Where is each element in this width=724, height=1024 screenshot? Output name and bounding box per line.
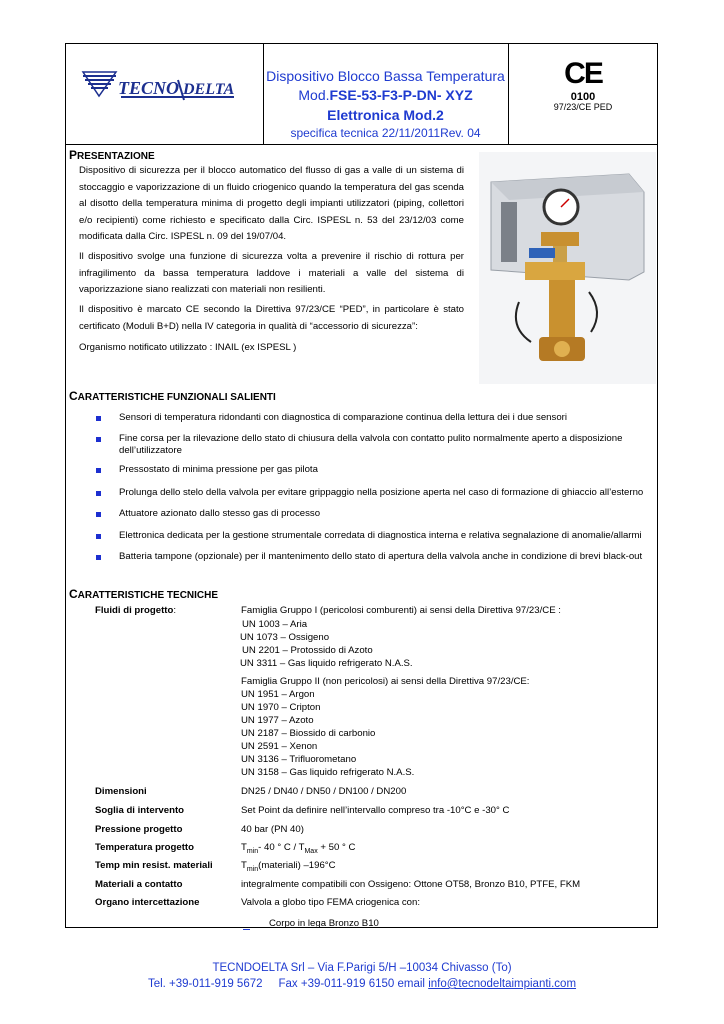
bullet-square-icon [96, 555, 101, 560]
gas-item: UN 1073 – Ossigeno [240, 632, 330, 643]
ce-mark-icon: CE [564, 57, 602, 90]
bullet-square-icon [96, 416, 101, 421]
gas-item: UN 1003 – Aria [242, 619, 308, 630]
gas-item: UN 1977 – Azoto [241, 715, 314, 726]
footer-contacts: Tel. +39-011-919 5672 Fax +39-011-919 6150 email info@tecnodeltaimpianti.com [147, 978, 577, 990]
logo-triangle-icon [83, 72, 116, 96]
email-link[interactable]: info@tecnodeltaimpianti.com [428, 978, 577, 990]
presentazione-paragraph-4: Organismo notificato utilizzato : INAIL (ex ISPESL ) [79, 342, 297, 353]
logo-wordmark-icon [118, 78, 235, 100]
section-title-funzionali: CARATTERISTICHE FUNZIONALI SALIENTI [69, 389, 276, 403]
group1-title: Famiglia Gruppo I (pericolosi comburenti) ai sensi della Direttiva 97/23/CE : [241, 605, 561, 616]
bullet-square-icon [96, 437, 101, 442]
gas-item: UN 2187 – Biossido di carbonio [241, 728, 376, 739]
gas-item: UN 2201 – Protossido di Azoto [242, 645, 373, 656]
corpo-item: Corpo in lega Bronzo B10 [269, 918, 379, 927]
svg-text:DELTA: DELTA [183, 81, 235, 98]
presentazione-paragraph-1: Dispositivo di sicurezza per il blocco automatico del flusso di gas a valle di un sistema di stoccaggio e vaporizzazione di un fluido criogenico quando la temperatura del gas scenda al disotto della temperatura minima di progetto degli impianti utilizzatori (piping, collettori e/o recipienti) come richiesto e specificato dalla Circ. ISPESL n. 53 del 23/12/03 come modificata dalla Circ. ISPESL n. 09 del 19/07/04. [79, 165, 464, 243]
group2-title: Famiglia Gruppo II (non pericolosi) ai sensi della Direttiva 97/23/CE: [241, 676, 530, 687]
bullet-square-icon [96, 468, 101, 473]
section-title-presentazione: PRESENTAZIONE [69, 148, 155, 162]
directive-label: 97/23/CE PED [553, 102, 613, 112]
bullet-square-icon [96, 534, 101, 539]
title-electronics: Elettronica Mod.2 [327, 107, 444, 123]
fluidi-label: Fluidi di progetto: [95, 605, 177, 616]
bullet-square-icon [96, 512, 101, 517]
gas-item: UN 3136 – Trifluorometano [241, 754, 357, 765]
svg-text:TECNO: TECNO [118, 78, 180, 98]
presentazione-paragraph-2: Il dispositivo svolge una funzione di sicurezza volta a prevenire il rischio di rottura per infragilimento da bassa temperatura laddove i materiali a valle del sistema di vaporizzazione siano realizzati con materiali non resilienti. [79, 251, 464, 296]
presentazione-paragraph-3: Il dispositivo è marcato CE secondo la Direttiva 97/23/CE “PED”, in particolare è stato certificato (Moduli B+D) nella IV categoria in qualità di “accessorio di sicurezza”: [79, 304, 464, 332]
dash-marker [243, 929, 250, 930]
gas-item: UN 3311 – Gas liquido refrigerato N.A.S. [240, 658, 413, 669]
section-title-tecniche: CARATTERISTICHE TECNICHE [69, 587, 219, 601]
gas-item: UN 2591 – Xenon [241, 741, 318, 752]
gas-item: UN 1970 – Cripton [241, 702, 321, 713]
footer [0, 960, 724, 992]
bullet-square-icon [96, 491, 101, 496]
ce-block [508, 44, 658, 144]
model-code: FSE-53-F3-P-DN- XYZ [329, 87, 473, 103]
header [66, 44, 657, 145]
notified-body-number: 0100 [570, 91, 596, 103]
document-title [263, 44, 509, 144]
product-photo [479, 152, 656, 384]
spec-revision: specifica tecnica 22/11/2011Rev. 04 [290, 126, 481, 140]
title-line1: Dispositivo Blocco Bassa Temperatura [266, 68, 505, 84]
title-model: Mod.FSE-53-F3-P-DN- XYZ [298, 87, 473, 103]
document-frame: TECNO DELTA Dispositivo Blocco Bassa Temperatura Mod.FSE-53-F3-P-DN- XYZ Elettronica Mod.2 specifica tecnica 22/11/2011Rev. 04 CE 0100 97/23/CE PED PRESENTAZIONE Dispositivo di sicurezza per il blocco automatico del flusso di gas a valle di un sistema di stoccaggio e vaporizzazione di un fluido criogenico quando la temperatura del gas scenda al disotto della temperatura minima di progetto degli impianti utilizzatori (piping, collettori e/o recipienti) come richiesto e specificato dalla Circ. ISPESL n. 53 del 23/12/03 come modificata dalla Circ. ISPESL n. 09 del 19/07/04. Il dispositivo svolge una funzione di sicurezza volta a prevenire il rischio di rottura per infragilimento da bassa temperatura laddove i materiali a valle del sistema di vaporizzazione siano realizzati con materiali non resilienti. Il dispositivo è marcato CE secondo la Direttiva 97/23/CE “PED”, in particolare è stato certificato (Moduli B+D) nella IV categoria in qualità di “accessorio di sicurezza”: Organismo notificato utilizzato : INAIL (ex ISPESL ) CARATTERISTICHE FUNZIONALI SALIENTI Sensori di temperatura ridondanti con diagnostica di comparazione continua della lettura dei i due sensori Fine corsa per la rilevazione dello stato di chiusura della valvola con contatto pulito normalmente aperto a disposizione dell’utilizzatore Pressostato di minima pressione per gas pilota Prolunga dello stelo della valvola per evitare grippaggio nella posizione aperta nel caso di formazione di ghiaccio all’esterno Attuatore azionato dallo stesso gas di processo Elettronica dedicata per la gestione strumentale corredata di diagnostica interna e relativa segnalazione di anomalie/allarmi Batteria tampone (opzionale) per il mantenimento dello stato di apertura della valvola anche in condizione di brevi black-out CARATTERISTICHE TECNICHE Fluidi di progetto: Famiglia Gruppo I (pericolosi comburenti) ai sensi della Direttiva 97/23/CE : UN 1003 – Aria UN 1073 – Ossigeno UN 2201 – Protossido di Azoto UN 3311 – Gas liquido refrigerato N.A.S. Famiglia Gruppo II (non pericolosi) ai sensi della Direttiva 97/23/CE: UN 1951 – Argon UN 1970 – Cripton UN 1977 – Azoto UN 2187 – Biossido di carbonio UN 2591 – Xenon UN 3136 – Trifluorometano UN 3158 – Gas liquido refrigerato N.A.S. Dimensioni DN25 / DN40 / DN50 / DN100 / DN200 Soglia di intervento Set Point da definire nell’intervallo compreso tra -10°C e -30° C Pressione progetto 40 bar (PN 40) Temperatura progetto $T_{min}-$ 40 ° $C / T_{Max} + 50$ ° C Temp min resist. materiali $T_{min}(materiali)$ –196°C Materiali a contatto integralmente compatibili con Ossigeno: Ottone OT58, Bronzo B10, PTFE, FKM Organo intercettazione Valvola a globo tipo FEMA criogenica con: Corpo in lega Bronzo B10 [65, 43, 658, 928]
company-logo [66, 44, 264, 144]
gas-item: UN 3158 – Gas liquido refrigerato N.A.S. [241, 767, 415, 778]
footer-address: TECNDOELTA Srl – Via F.Parigi 5/H –10034 Chivasso (To) [212, 962, 512, 974]
gas-item: UN 1951 – Argon [241, 689, 315, 700]
